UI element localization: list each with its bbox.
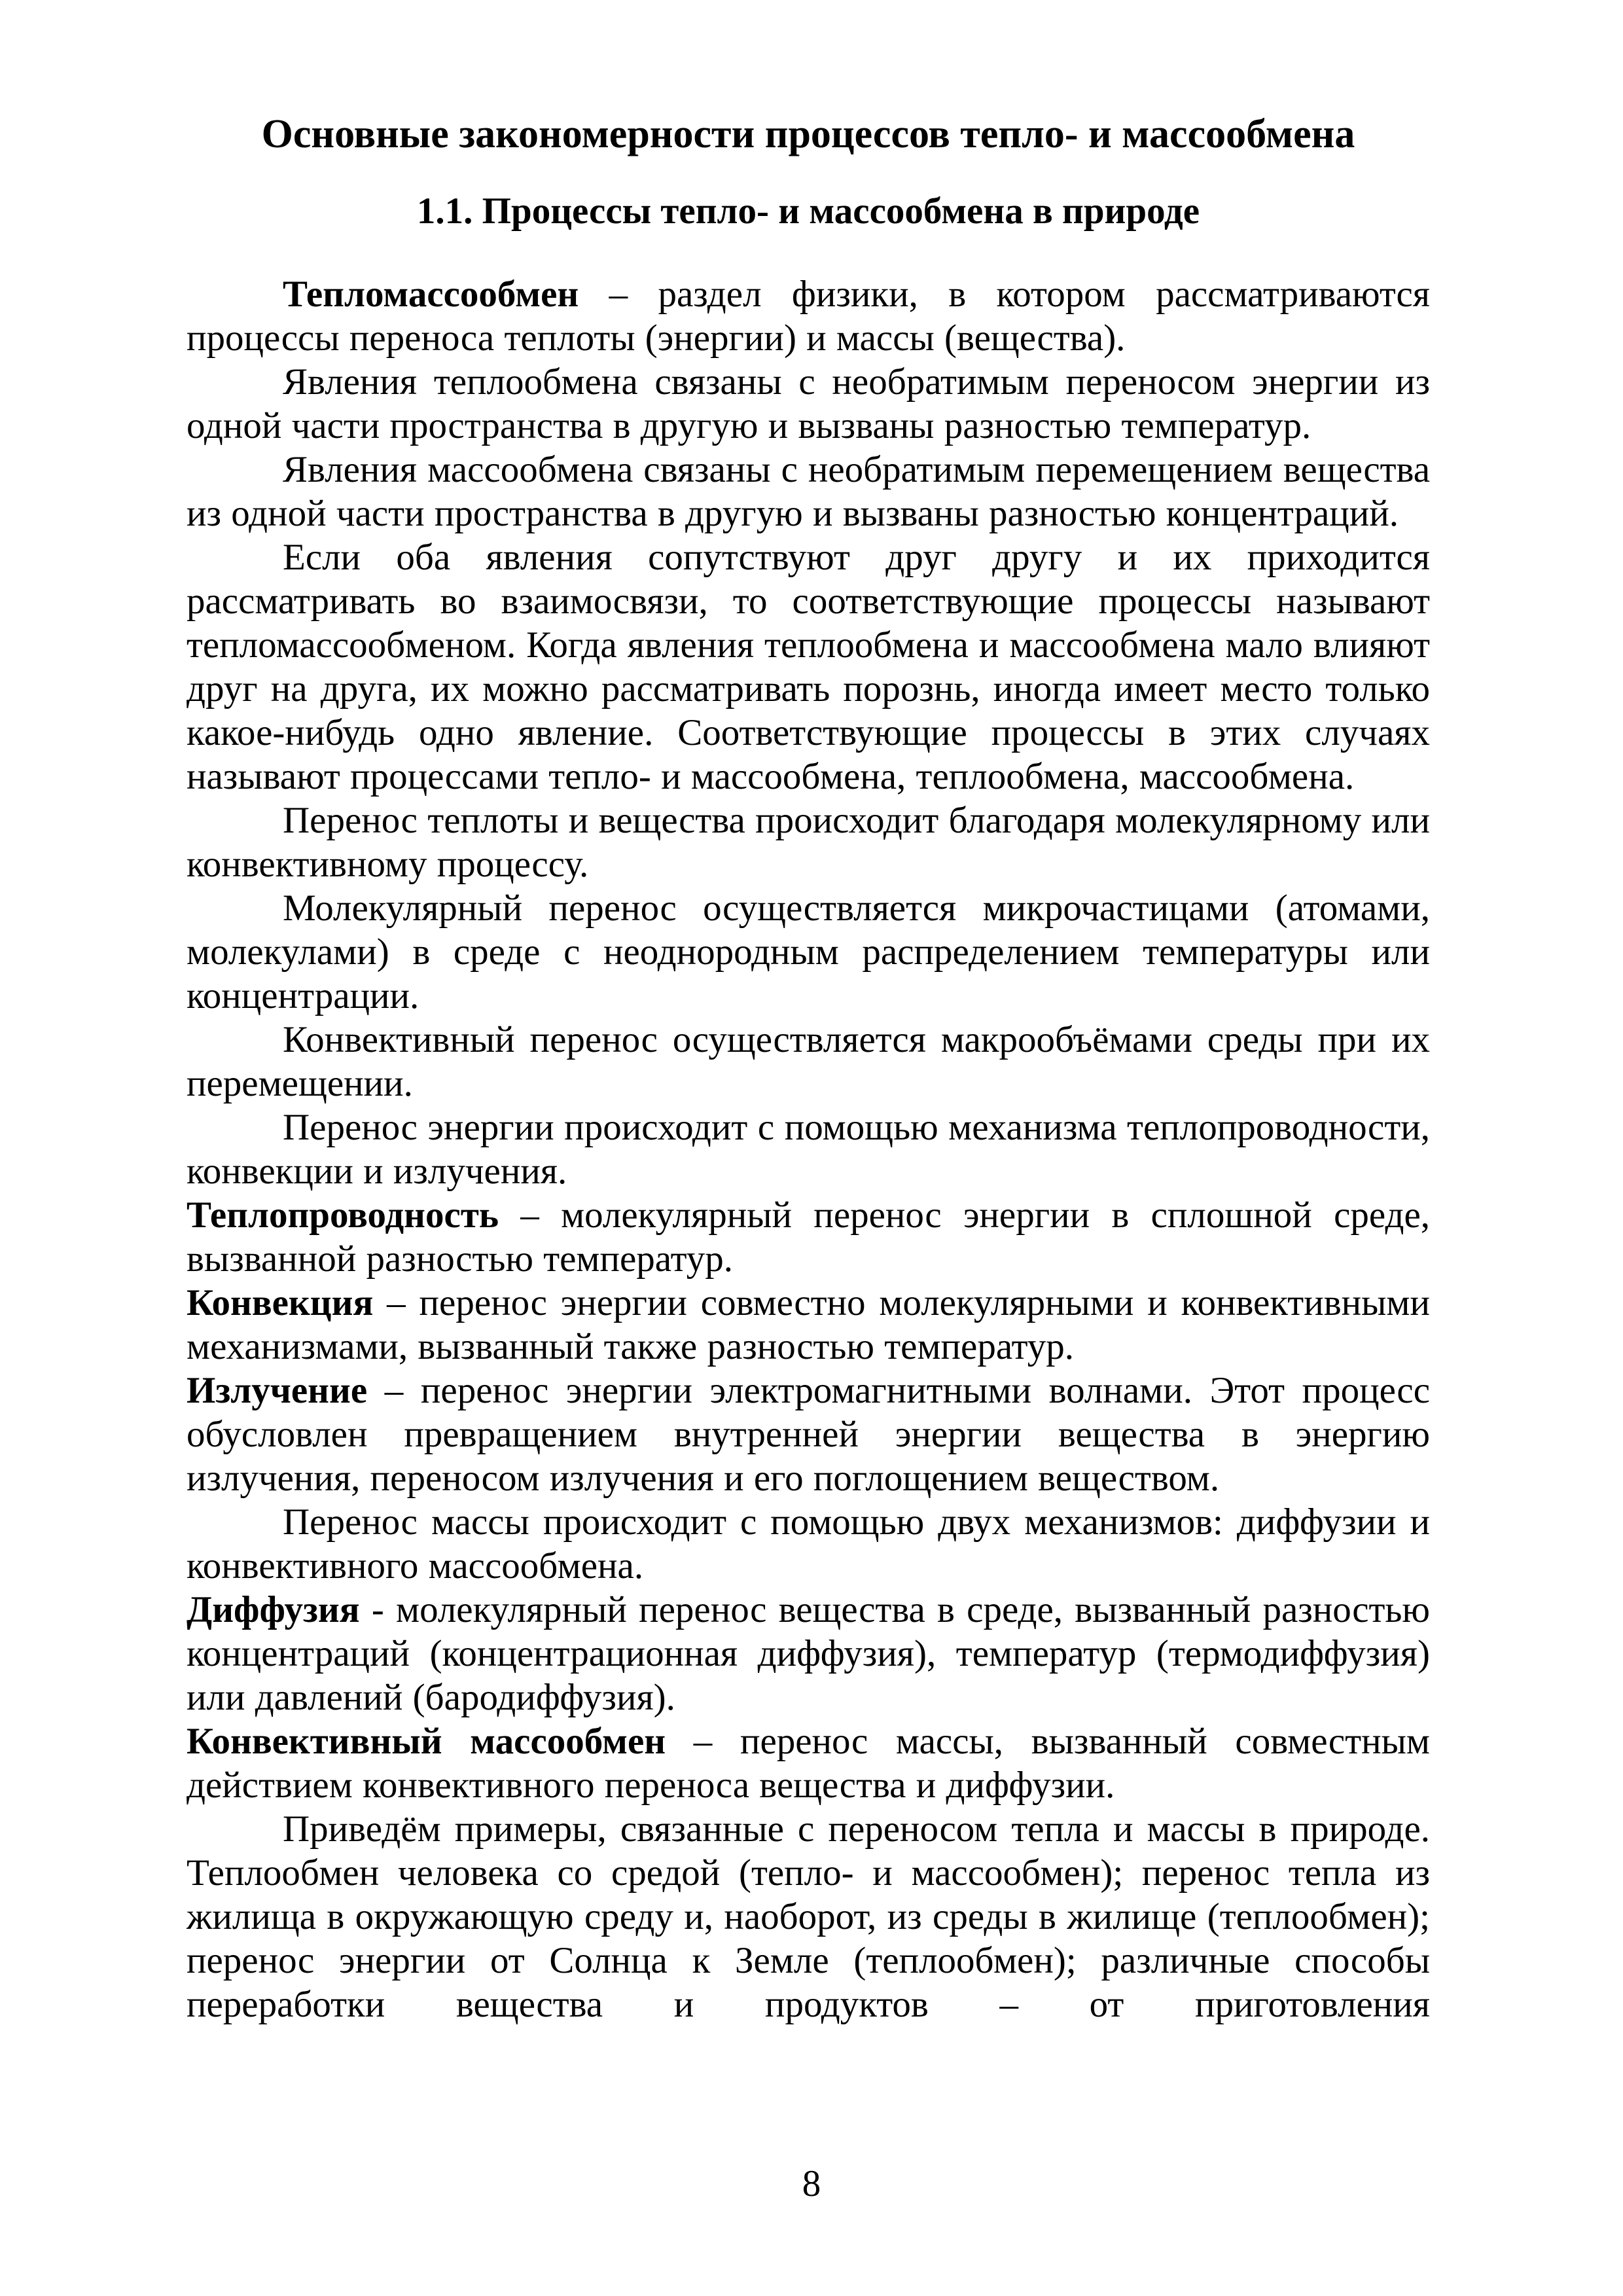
paragraph-text: – перенос массы, вызванный совместным действием конвективного переноса вещества и диффузии. [187,1721,1430,1806]
paragraph [187,1281,1430,1369]
paragraph-text: – молекулярный перенос энергии в сплошной среде, вызванной разностью температур. [187,1194,1430,1280]
paragraph-text: Перенос теплоты и вещества происходит благодаря молекулярному или конвективному процессу. [187,800,1430,885]
paragraph-text: – перенос энергии совместно молекулярными и конвективными механизмами, вызванный также разностью температур. [187,1282,1430,1367]
page-title: Основные закономерности процессов тепло- и массообмена [261,112,1355,156]
paragraph [187,1018,1430,1105]
paragraph [187,1193,1430,1281]
paragraph-text: Явления массообмена связаны с необратимым перемещением вещества из одной части пространства в другую и вызваны разностью концентраций. [187,449,1430,534]
term-bold: Конвекция [187,1282,374,1323]
paragraph-text: Явления теплообмена связаны с необратимым переносом энергии из одной части пространства в другую и вызваны разностью температур. [187,361,1430,446]
paragraph [187,1807,1430,2026]
paragraph-text: – перенос энергии электромагнитными волнами. Этот процесс обусловлен превращением внутренней энергии вещества в энергию излучения, переносом излучения и его поглощением веществом. [187,1370,1430,1499]
section-subtitle: 1.1. Процессы тепло- и массообмена в природе [416,190,1200,232]
paragraph [187,1105,1430,1193]
paragraph [187,1719,1430,1807]
paragraph-text: – раздел физики, в котором рассматриваются процессы переноса теплоты (энергии) и массы (вещества). [187,274,1430,359]
paragraph-text: - молекулярный перенос вещества в среде, вызванный разностью концентраций (концентрационная диффузия), температур (термодиффузия) или давлений (бародиффузия). [187,1589,1430,1718]
paragraph [187,886,1430,1018]
term-bold: Тепломассообмен [283,274,579,315]
paragraph-text: Молекулярный перенос осуществляется микрочастицами (атомами, молекулами) в среде с неоднородным распределением температуры или концентрации. [187,888,1430,1016]
paragraph [187,535,1430,798]
paragraph [187,798,1430,886]
term-bold: Теплопроводность [187,1194,499,1236]
page-number: 8 [802,2163,821,2204]
paragraph [187,1369,1430,1500]
paragraph [187,448,1430,535]
text-block [187,110,1430,2026]
term-bold: Диффузия [187,1589,360,1630]
paragraph-text: Если оба явления сопутствуют друг другу и их приходится рассматривать во взаимосвязи, то соответствующие процессы называют тепломассообменом. Когда явления теплообмена и массообмена мало влияют друг на друга, их можно рассматривать порознь, иногда имеет место только какое-нибудь одно явление. Соответствующие процессы в этих случаях называют процессами тепло- и массообмена, теплообмена, массообмена. [187,537,1430,797]
paragraph [187,360,1430,448]
paragraph-text: Перенос массы происходит с помощью двух механизмов: диффузии и конвективного массообмена. [187,1501,1430,1587]
paragraph-text: Перенос энергии происходит с помощью механизма теплопроводности, конвекции и излучения. [187,1107,1430,1192]
term-bold: Конвективный массообмен [187,1721,666,1762]
paragraph-text: Приведём примеры, связанные с переносом тепла и массы в природе. Теплообмен человека со средой (тепло- и массообмен); перенос тепла из жилища в окружающую среду и, наоборот, из среды в жилище (теплообмен); перенос энергии от Солнца к Земле (теплообмен); различные способы переработки вещества и продуктов – от приготовления [187,1808,1430,2025]
paragraph [187,1588,1430,1719]
term-bold: Излучение [187,1370,368,1411]
paragraph [187,272,1430,360]
paragraph [187,1500,1430,1588]
paragraph-text: Конвективный перенос осуществляется макрообъёмами среды при их перемещении. [187,1019,1430,1104]
footer [0,2162,1623,2206]
